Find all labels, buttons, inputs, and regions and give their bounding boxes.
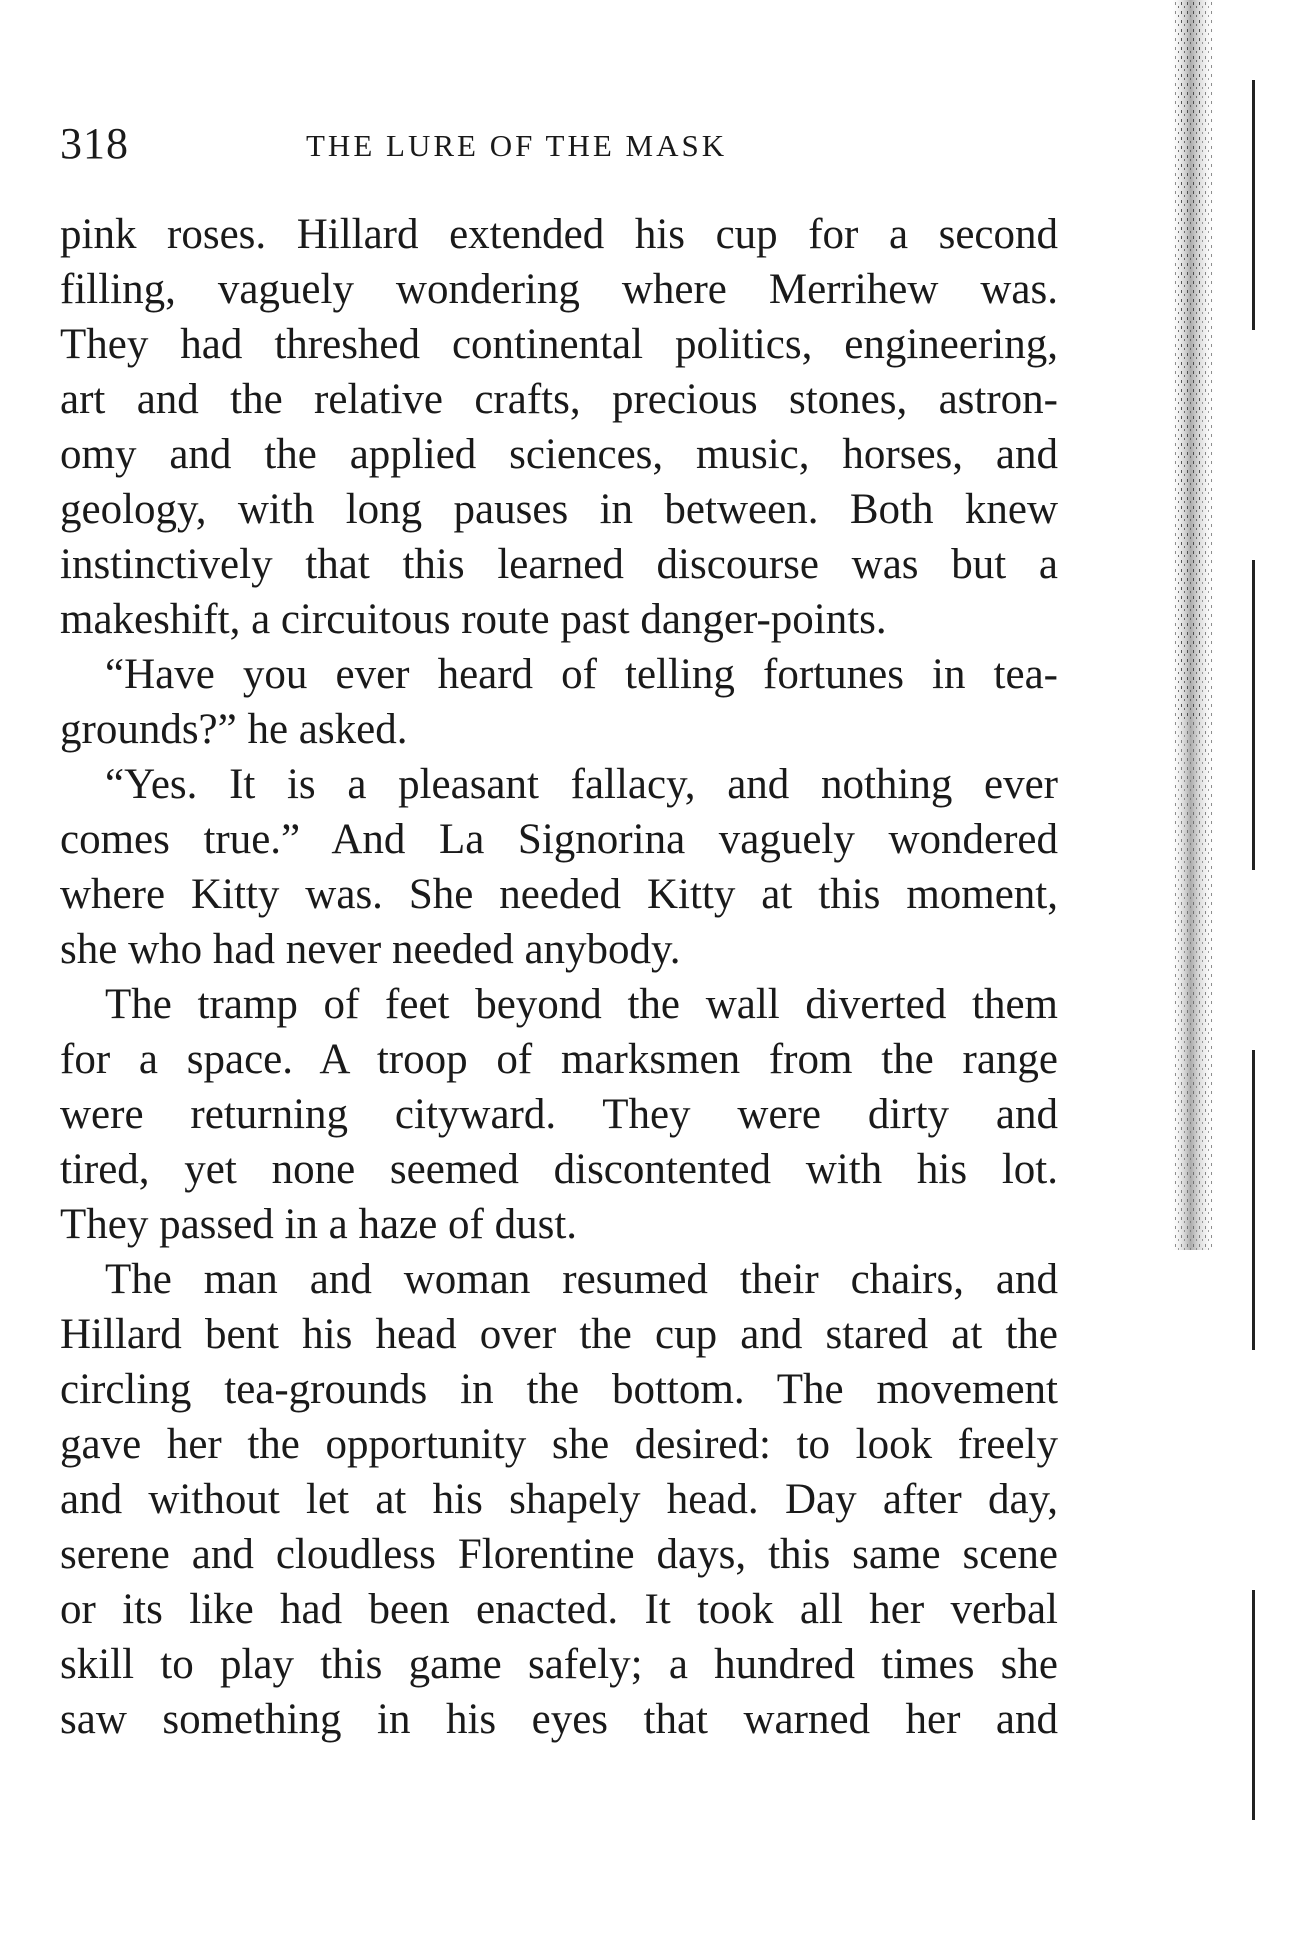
text-line: she who had never needed anybody. [60,926,681,973]
text-line: and without let at his shapely head. Day after day, [60,1476,1058,1523]
text-line: instinctively that this learned discourse was but a [60,541,1058,588]
text-line: where Kitty was. She needed Kitty at this moment, [60,871,1058,918]
text-line: makeshift, a circuitous route past danger-points. [60,596,887,643]
page-edge-line [1252,80,1255,330]
text-line: were returning cityward. They were dirty and [60,1091,1058,1138]
text-line: Hillard bent his head over the cup and stared at the [60,1311,1058,1358]
text-line: “Have you ever heard of telling fortunes in tea- [105,651,1058,698]
text-line: art and the relative crafts, precious stones, astron- [60,376,1058,423]
text-line: filling, vaguely wondering where Merrihew was. [60,266,1058,313]
text-line: They passed in a haze of dust. [60,1201,578,1248]
text-line: saw something in his eyes that warned her and [60,1696,1058,1743]
text-line: comes true.” And La Signorina vaguely wondered [60,816,1058,863]
page-number: 318 [60,119,129,168]
text-line: serene and cloudless Florentine days, this same scene [60,1531,1058,1578]
text-line: grounds?” he asked. [60,706,408,753]
body-text [60,207,1058,1747]
text-line: They had threshed continental politics, engineering, [60,321,1058,368]
text-line: or its like had been enacted. It took all her verbal [60,1586,1058,1633]
page-edge-line [1252,560,1255,870]
text-line: skill to play this game safely; a hundred times she [60,1641,1058,1688]
text-line: circling tea-grounds in the bottom. The movement [60,1366,1058,1413]
text-line: pink roses. Hillard extended his cup for a second [60,211,1058,258]
running-title: THE LURE OF THE MASK [306,128,728,163]
text-line: tired, yet none seemed discontented with his lot. [60,1146,1058,1193]
text-line: for a space. A troop of marksmen from the range [60,1036,1058,1083]
text-line: geology, with long pauses in between. Both knew [60,486,1058,533]
scan-gutter-edge [1162,0,1232,1700]
text-line: The man and woman resumed their chairs, and [105,1256,1058,1303]
running-head [60,118,1058,168]
page-edge-line [1252,1590,1255,1820]
text-line: omy and the applied sciences, music, horses, and [60,431,1058,478]
text-line: The tramp of feet beyond the wall diverted them [105,981,1058,1028]
page-edge-line [1252,1050,1255,1350]
text-line: gave her the opportunity she desired: to look freely [60,1421,1058,1468]
text-line: “Yes. It is a pleasant fallacy, and nothing ever [105,761,1058,808]
